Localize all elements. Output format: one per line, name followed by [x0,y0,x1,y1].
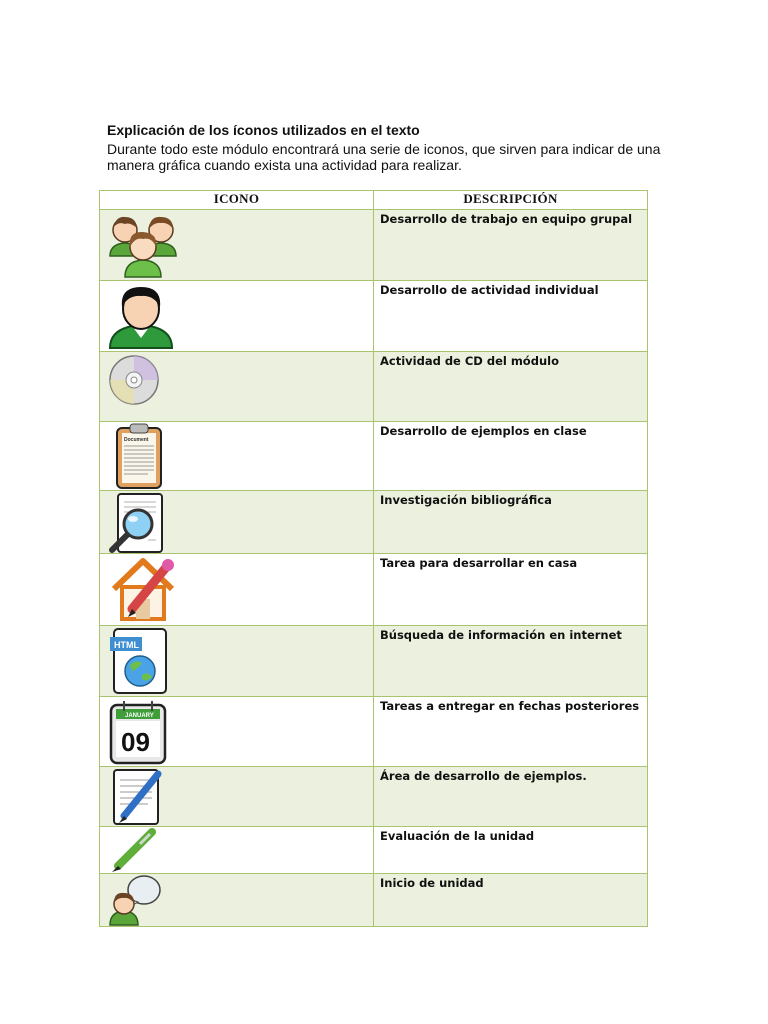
row-description: Área de desarrollo de ejemplos. [374,767,648,827]
row-description: Evaluación de la unidad [374,827,648,874]
row-description: Investigación bibliográfica [374,491,648,554]
row-description: Desarrollo de actividad individual [374,281,648,352]
table-header-row [100,191,648,210]
pen-icon [110,828,156,874]
clipboard-icon [114,422,166,490]
table-row [100,874,648,927]
header-icono: ICONO [100,191,374,210]
table-row [100,767,648,827]
header-descripcion: DESCRIPCIÓN [374,191,648,210]
calendar-day: 09 [121,727,150,757]
row-description: Búsqueda de información en internet [374,626,648,697]
table-row [100,491,648,554]
table-row [100,281,648,352]
table-row [100,352,648,422]
document-pen-icon [112,768,164,826]
speech-person-icon [108,874,162,926]
calendar-month: JANUARY [125,713,154,719]
row-description: Desarrollo de trabajo en equipo grupal [374,210,648,281]
house-pencil-icon [110,555,176,623]
row-description: Tareas a entregar en fechas posteriores [374,697,648,767]
icons-table [99,190,648,927]
table-row [100,210,648,281]
html-badge: HTML [114,640,139,650]
html-globe-icon [108,627,170,695]
group-icon [108,211,178,279]
table-row [100,697,648,767]
row-description: Tarea para desarrollar en casa [374,554,648,626]
magnifier-document-icon [108,492,166,554]
person-icon [108,283,174,349]
table-row [100,422,648,491]
table-row [100,827,648,874]
row-description: Actividad de CD del módulo [374,352,648,422]
clipboard-title: Document [124,437,149,443]
table-row [100,626,648,697]
row-description: Desarrollo de ejemplos en clase [374,422,648,491]
calendar-icon [108,699,168,765]
cd-icon [108,354,160,406]
intro-paragraph: Durante todo este módulo encontrará una serie de iconos, que sirven para indicar de una manera gráfica cuando exista una actividad para realizar. [107,141,661,173]
row-description: Inicio de unidad [374,874,648,927]
table-row [100,554,648,626]
page-heading: Explicación de los íconos utilizados en el texto [107,122,420,138]
